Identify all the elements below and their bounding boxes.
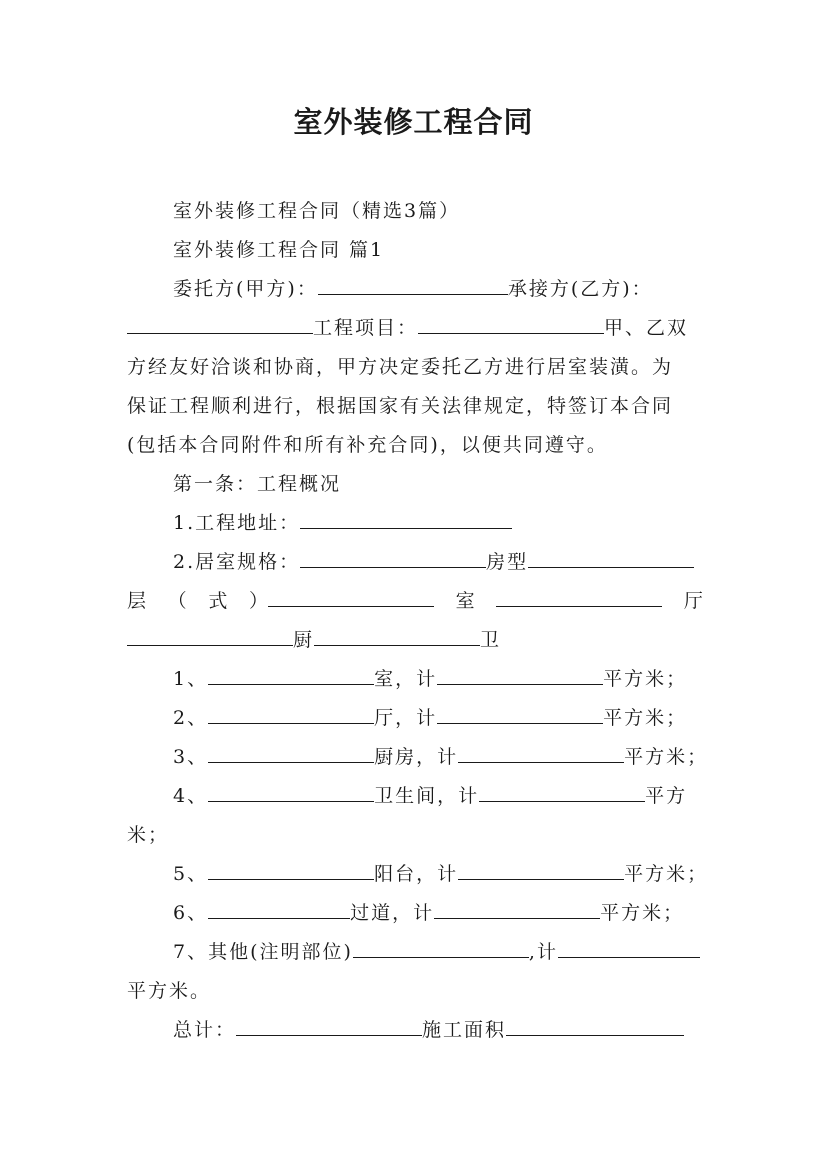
area-item: [127, 664, 749, 694]
other-label: 7、其他(注明部位): [173, 941, 353, 963]
contractor-label: 承接方(乙方)：: [507, 278, 653, 300]
room-label: 室: [455, 590, 475, 612]
style-group: [249, 586, 434, 616]
kitchen-blank: [314, 625, 480, 646]
other-area-blank: [558, 937, 700, 958]
total-line: [127, 1015, 749, 1045]
item-area-blank: [458, 742, 624, 763]
item-number: 4、: [173, 785, 209, 807]
item-number: 5、: [173, 863, 209, 885]
item-number: 6、: [173, 902, 209, 924]
item-area-blank: [458, 859, 624, 880]
item-blank: [208, 664, 374, 685]
total-blank: [236, 1015, 422, 1036]
area-item: [127, 742, 749, 772]
floor-paren-close: ）: [248, 590, 268, 612]
item-area-blank: [437, 703, 603, 724]
client-label: 委托方(甲方)：: [173, 278, 318, 300]
contractor-blank: [127, 313, 313, 334]
item-number: 1、: [173, 668, 209, 690]
spec-blank: [300, 547, 486, 568]
area-item: [127, 781, 749, 811]
item-number: 3、: [173, 746, 209, 768]
item-unit: 平方米；: [624, 746, 709, 768]
item-area-blank: [479, 781, 645, 802]
document-title: 室外装修工程合同: [293, 105, 534, 139]
area-item: [127, 898, 749, 928]
paragraph-line: (包括本合同附件和所有补充合同)，以便共同遵守。: [127, 434, 608, 456]
spec-label: 2.居室规格：: [173, 551, 301, 573]
house-type-blank: [528, 547, 694, 568]
item-unit: 平方米；: [624, 863, 709, 885]
paragraph-line: 保证工程顺利进行，根据国家有关法律规定，特签订本合同: [127, 395, 674, 417]
project-line: [127, 313, 703, 343]
item-area-blank: [437, 664, 603, 685]
construction-area-blank: [506, 1015, 684, 1036]
item-blank: [208, 703, 374, 724]
item-name: 卫生间，计: [374, 785, 480, 807]
item-name: 厨房，计: [374, 746, 459, 768]
other-unit: 平方米。: [127, 980, 212, 1002]
floor-paren-open: （: [167, 590, 187, 612]
item-blank: [208, 781, 374, 802]
item-blank: [208, 859, 374, 880]
hall-label: 厅: [683, 590, 703, 612]
client-blank: [318, 274, 508, 295]
item-unit: 平方: [645, 785, 688, 807]
part-heading: 室外装修工程合同 篇1: [173, 239, 385, 261]
style-label: 式: [208, 590, 228, 612]
item-area-blank: [434, 898, 600, 919]
other-line: [127, 937, 749, 967]
area-item: [127, 703, 749, 733]
item-unit-continued: 米；: [127, 824, 170, 846]
room-blank: [496, 586, 662, 607]
item-name: 阳台，计: [374, 863, 459, 885]
item-blank: [208, 742, 374, 763]
paragraph-line: 方经友好洽谈和协商，甲方决定委托乙方进行居室装潢。为: [127, 356, 674, 378]
style-blank: [268, 586, 434, 607]
intro-line: 室外装修工程合同（精选3篇）: [173, 200, 461, 222]
item-blank: [208, 898, 350, 919]
project-label: 工程项目：: [313, 317, 419, 339]
house-type-label: 房型: [486, 551, 529, 573]
total-label: 总计：: [173, 1019, 237, 1041]
project-blank: [418, 313, 604, 334]
item-name: 室，计: [374, 668, 438, 690]
area-item: [127, 859, 749, 889]
item-unit: 平方米；: [603, 668, 688, 690]
floor-label: 层: [127, 590, 147, 612]
parties-line: [127, 274, 749, 304]
item-unit: 平方米；: [600, 902, 685, 924]
item-number: 2、: [173, 707, 209, 729]
bath-label: 卫: [480, 629, 502, 651]
item-unit: 平方米；: [603, 707, 688, 729]
spec-line: [127, 547, 749, 577]
article-heading: 第一条：工程概况: [173, 473, 342, 495]
address-line: [127, 508, 749, 538]
kitchen-label: 厨: [293, 629, 315, 651]
hall-blank: [127, 625, 293, 646]
other-calc: ,计: [528, 941, 558, 963]
other-blank: [353, 937, 529, 958]
floor-line: [127, 586, 703, 616]
paragraph-text: 甲、乙双: [604, 317, 689, 339]
item-name: 过道，计: [350, 902, 435, 924]
address-blank: [300, 508, 512, 529]
construction-area-label: 施工面积: [422, 1019, 507, 1041]
item-name: 厅，计: [374, 707, 438, 729]
kitchen-bath-line: [127, 625, 703, 655]
address-label: 1.工程地址：: [173, 512, 301, 534]
